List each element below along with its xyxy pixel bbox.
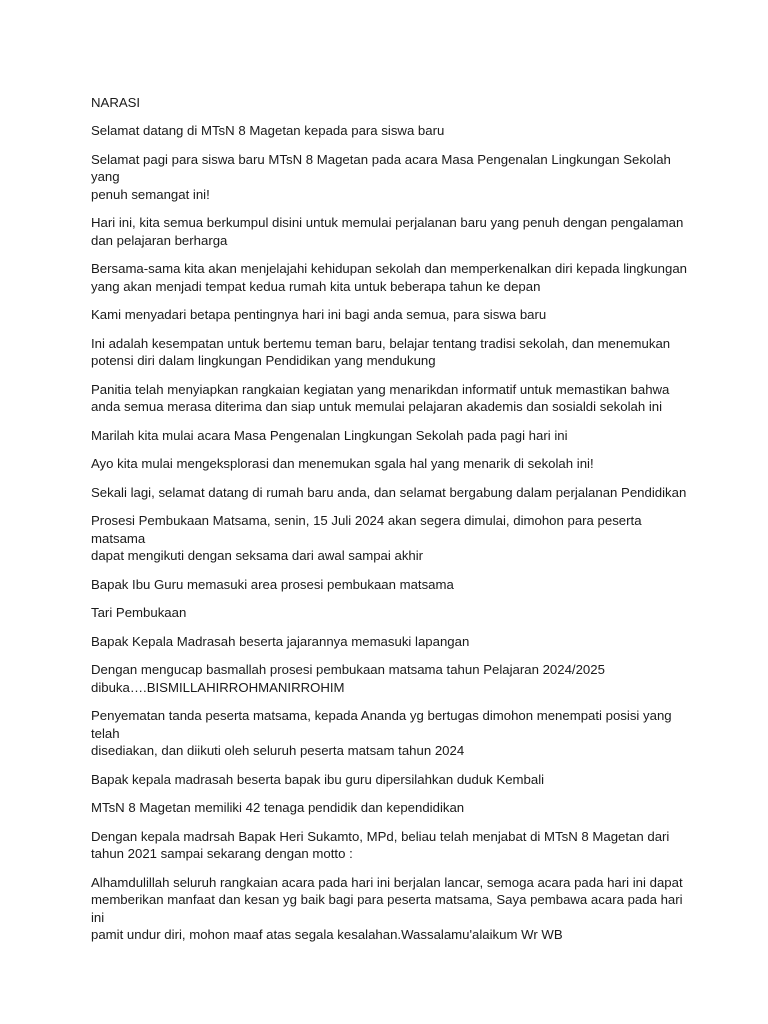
paragraph-principal-enter: Bapak Kepala Madrasah beserta jajarannya memasuki lapangan [91, 633, 470, 649]
paragraph-welcome: Selamat datang di MTsN 8 Magetan kepada para siswa baru [91, 123, 445, 138]
paragraph-principal-info: Dengan kepala madrsah Bapak Heri Sukamto, MPd, beliau telah menjabat di MTsN 8 Magetan dari tahun 2021 sampai sekarang dengan motto : [91, 828, 670, 861]
paragraph-staff-count: MTsN 8 Magetan memiliki 42 tenaga pendidik dan kependidikan [91, 800, 465, 815]
paragraph-sit-down: Bapak kepala madrasah beserta bapak ibu guru dipersilahkan duduk Kembali [91, 771, 545, 787]
document-title: NARASI [91, 95, 141, 110]
paragraph-good-morning: Selamat pagi para siswa baru MTsN 8 Magetan pada acara Masa Pengenalan Lingkungan Sekolah yang penuh semangat ini! [91, 151, 671, 202]
paragraph-start-event: Marilah kita mulai acara Masa Pengenalan Lingkungan Sekolah pada pagi hari ini [91, 427, 568, 443]
paragraph-explore-together: Bersama-sama kita akan menjelajahi kehidupan sekolah dan memperkenalkan diri kepada lingkungan yang akan menjadi tempat kedua rumah kita untuk beberapa tahun ke depan [91, 261, 687, 294]
paragraph-closing: Alhamdulillah seluruh rangkaian acara pada hari ini berjalan lancar, semoga acara pada hari ini dapat memberikan manfaat dan kesan yg baik bagi para peserta matsama, Saya pembawa acara pada hari ini pamit undur diri, mohon maaf atas segala kesalahan.Wassalamu'alaikum Wr WB [91, 874, 683, 942]
paragraph-teachers-enter: Bapak Ibu Guru memasuki area prosesi pembukaan matsama [91, 576, 454, 592]
document-body [91, 94, 691, 955]
paragraph-procession: Prosesi Pembukaan Matsama, senin, 15 Juli 2024 akan segera dimulai, dimohon para peserta matsama dapat mengikuti dengan seksama dari awal sampai akhir [91, 513, 642, 563]
paragraph-explore-school: Ayo kita mulai mengeksplorasi dan menemukan sgala hal yang menarik di sekolah ini! [91, 456, 594, 471]
paragraph-welcome-again: Sekali lagi, selamat datang di rumah baru anda, dan selamat bergabung dalam perjalanan Pendidikan [91, 484, 687, 500]
paragraph-badge-pinning: Penyematan tanda peserta matsama, kepada Ananda yg bertugas dimohon menempati posisi yang telah disediakan, dan diikuti oleh seluruh peserta matsam tahun 2024 [91, 708, 672, 758]
paragraph-gathering: Hari ini, kita semua berkumpul disini untuk memulai perjalanan baru yang penuh dengan pengalaman dan pelajaran berharga [91, 215, 684, 248]
paragraph-opportunity: Ini adalah kesempatan untuk bertemu teman baru, belajar tentang tradisi sekolah, dan menemukan potensi diri dalam lingkungan Pendidikan yang mendukung [91, 335, 671, 368]
paragraph-basmallah: Dengan mengucap basmallah prosesi pembukaan matsama tahun Pelajaran 2024/2025 dibuka….BISMILLAHIRROHMANIRROHIM [91, 662, 605, 695]
paragraph-committee: Panitia telah menyiapkan rangkaian kegiatan yang menarikdan informatif untuk memastikan bahwa anda semua merasa diterima dan siap untuk memulai pelajaran akademis dan sosialdi sekolah ini [91, 381, 670, 414]
paragraph-opening-dance: Tari Pembukaan [91, 605, 187, 620]
paragraph-importance: Kami menyadari betapa pentingnya hari ini bagi anda semua, para siswa baru [91, 307, 547, 322]
